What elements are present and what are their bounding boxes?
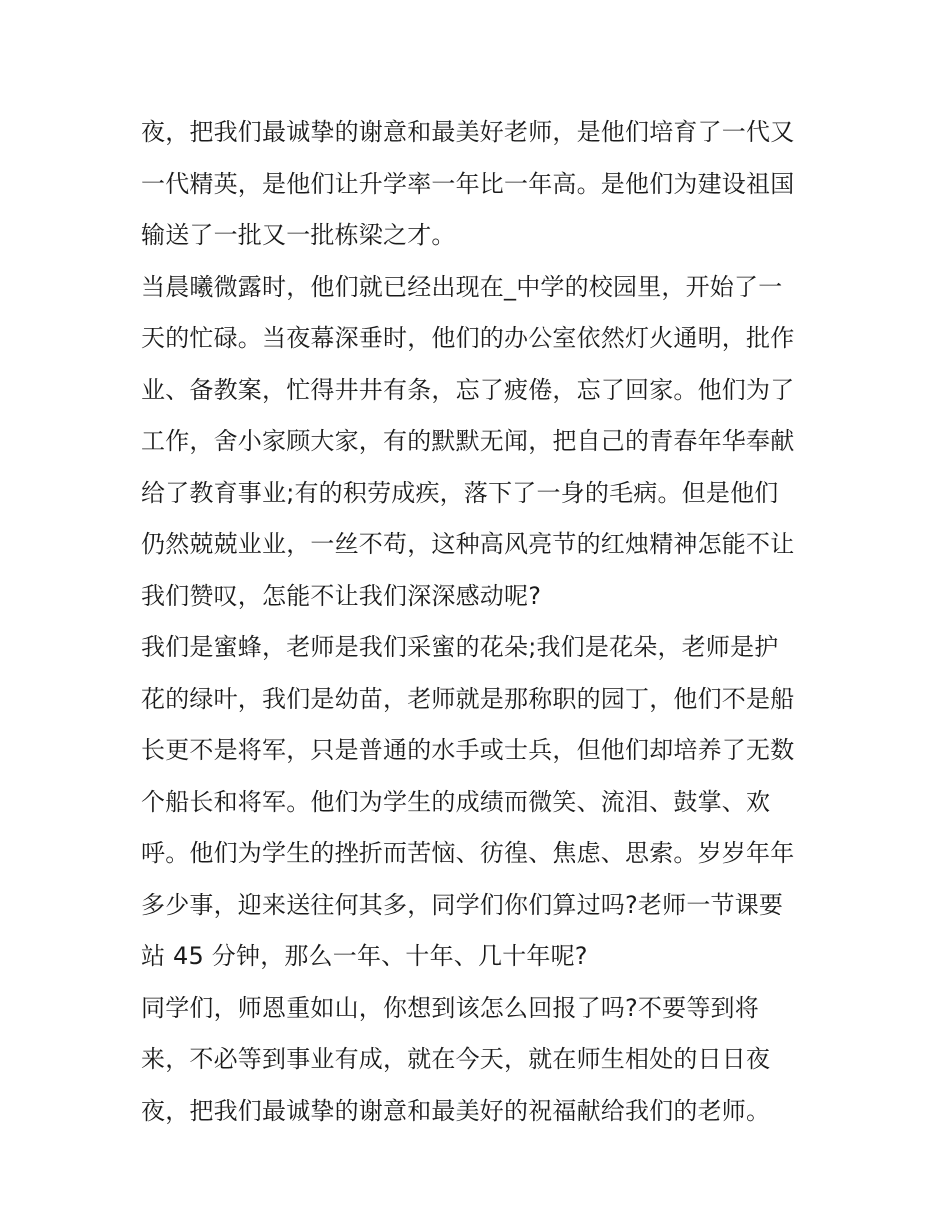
text-line: 夜，把我们最诚挚的谢意和最美好的祝福献给我们的老师。	[141, 1096, 771, 1125]
text-line: 天的忙碌。当夜幕深垂时，他们的办公室依然灯火通明，批作	[141, 324, 795, 352]
text-line: 多少事，迎来送往何其多，同学们你们算过吗?老师一节课要	[141, 890, 784, 919]
text-line: 来，不必等到事业有成，就在今天，就在师生相处的日日夜	[141, 1045, 771, 1073]
document-body	[141, 107, 821, 1137]
text-line: 工作，舍小家顾大家，有的默默无闻，把自己的青春年华奉献	[141, 427, 795, 455]
text-line: 仍然兢兢业业，一丝不苟，这种高风亮节的红烛精神怎能不让	[141, 530, 795, 558]
text-line: 同学们，师恩重如山，你想到该怎么回报了吗?不要等到将	[141, 993, 759, 1022]
text-line: 夜，把我们最诚挚的谢意和最美好老师，是他们培育了一代又	[141, 118, 795, 146]
text-line: 我们赞叹，怎能不让我们深深感动呢?	[141, 581, 542, 610]
text-line: 输送了一批又一批栋梁之才。	[141, 221, 456, 249]
text-line: 花的绿叶，我们是幼苗，老师就是那称职的园丁，他们不是船	[141, 684, 795, 713]
text-line: 个船长和将军。他们为学生的成绩而微笑、流泪、鼓掌、欢	[141, 787, 771, 816]
text-line: 长更不是将军，只是普通的水手或士兵，但他们却培养了无数	[141, 736, 795, 764]
text-line: 业、备教案，忙得井井有条，忘了疲倦，忘了回家。他们为了	[141, 375, 795, 404]
text-line: 给了教育事业;有的积劳成疾，落下了一身的毛病。但是他们	[141, 478, 779, 507]
text-line: 当晨曦微露时，他们就已经出现在_中学的校园里，开始了一	[141, 272, 783, 301]
text-line: 我们是蜜蜂，老师是我们采蜜的花朵;我们是花朵，老师是护	[141, 633, 779, 661]
text-line: 站 45 分钟，那么一年、十年、几十年呢?	[141, 942, 588, 970]
text-line: 一代精英，是他们让升学率一年比一年高。是他们为建设祖国	[141, 169, 795, 198]
text-line: 呼。他们为学生的挫折而苦恼、彷徨、焦虑、思索。岁岁年年	[141, 839, 795, 867]
